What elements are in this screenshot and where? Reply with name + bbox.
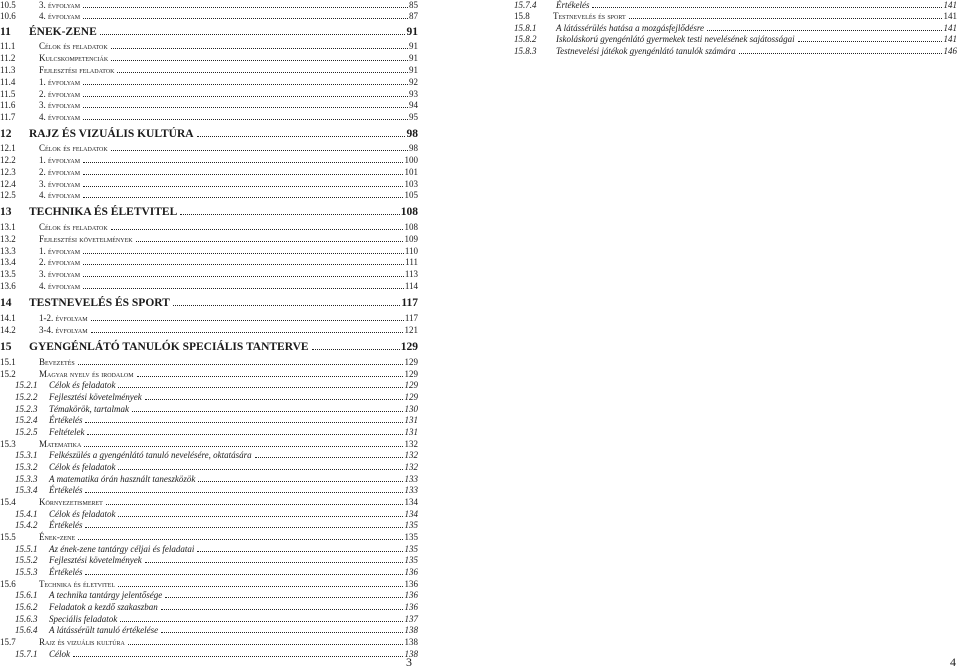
toc-entry-12-2[interactable]	[0, 155, 418, 166]
toc-page-number: 91	[409, 53, 418, 63]
toc-number: 15.2.3	[15, 404, 38, 414]
toc-number: 11.7	[0, 112, 16, 122]
dot-leader	[83, 415, 403, 426]
toc-entry-13-4[interactable]	[0, 257, 418, 268]
dot-leader	[143, 555, 403, 566]
dot-leader	[109, 53, 408, 64]
toc-title: Technika és életvitel	[39, 579, 115, 589]
toc-entry-15-6-1[interactable]	[0, 590, 418, 601]
dot-leader	[163, 590, 403, 601]
toc-entry-13-3[interactable]	[0, 246, 418, 257]
toc-entry-15-5-2[interactable]	[0, 555, 418, 566]
dot-leader	[118, 614, 403, 625]
toc-number: 15.2.2	[15, 392, 38, 402]
toc-title: Kulcskompetenciák	[39, 53, 109, 63]
toc-entry-15-7[interactable]	[0, 637, 418, 648]
toc-page-number: 105	[404, 190, 418, 200]
toc-number: 14	[0, 297, 12, 309]
toc-number: 13	[0, 206, 12, 218]
toc-number: 15.7	[0, 637, 16, 647]
toc-number: 13.1	[0, 222, 16, 232]
toc-number: 15.6.3	[15, 614, 38, 624]
toc-number: 11.3	[0, 65, 16, 75]
toc-number: 12.4	[0, 179, 16, 189]
dot-leader	[81, 100, 408, 111]
toc-entry-15-3-1[interactable]	[0, 450, 418, 461]
dot-leader	[109, 222, 403, 233]
toc-title: 1. évfolyam	[39, 77, 81, 87]
toc-number: 15	[0, 341, 12, 353]
toc-page-number: 121	[404, 325, 418, 335]
toc-page-number: 136	[404, 567, 418, 577]
toc-number: 15.7.4	[514, 0, 537, 10]
toc-page-number: 146	[943, 46, 957, 56]
toc-title: Értékelés	[49, 415, 83, 425]
toc-entry-12-5[interactable]	[0, 190, 418, 201]
dot-leader	[310, 341, 400, 353]
dot-leader	[116, 509, 403, 520]
toc-title: Fejlesztési követelmények	[49, 555, 142, 565]
toc-title: Matematika	[39, 439, 82, 449]
toc-title: 2. évfolyam	[39, 257, 81, 267]
toc-page-number: 138	[404, 649, 418, 659]
toc-title: Célok és feladatok	[39, 222, 108, 232]
toc-title: Rajz és vizuális kultúra	[39, 637, 125, 647]
toc-number: 15.5.2	[15, 555, 38, 565]
toc-title: Ének-zene	[39, 532, 76, 542]
toc-page-number: 141	[943, 11, 957, 21]
dot-leader	[76, 532, 403, 543]
toc-entry-15-6-4[interactable]	[0, 625, 418, 636]
dot-leader	[81, 89, 408, 100]
toc-number: 15.8.3	[514, 46, 537, 56]
toc-entry-15-6-2[interactable]	[0, 602, 418, 613]
toc-title: ÉNEK-ZENE	[29, 26, 97, 38]
toc-title: 1. évfolyam	[39, 246, 81, 256]
dot-leader	[98, 26, 405, 38]
toc-page-number: 100	[404, 155, 418, 165]
toc-number: 15.1	[0, 357, 16, 367]
toc-number: 13.6	[0, 281, 16, 291]
toc-page-number: 109	[404, 234, 418, 244]
toc-page-number: 110	[404, 246, 418, 256]
toc-entry-15-2-2[interactable]	[0, 392, 418, 403]
toc-entry-10-6[interactable]	[0, 11, 418, 22]
toc-title: Értékelés	[49, 485, 83, 495]
dot-leader	[590, 0, 942, 11]
toc-page-number: 117	[401, 297, 418, 309]
dot-leader	[195, 128, 405, 140]
toc-title: Célok és feladatok	[49, 462, 116, 472]
toc-title: 3. évfolyam	[39, 269, 81, 279]
toc-page-number: 98	[406, 128, 418, 140]
toc-number: 15.5.1	[15, 544, 38, 554]
dot-leader	[130, 404, 403, 415]
toc-page-number: 87	[409, 11, 418, 21]
toc-page-number: 134	[404, 509, 418, 519]
dot-leader	[737, 46, 942, 57]
dot-leader	[81, 257, 404, 268]
dot-leader	[81, 190, 403, 201]
dot-leader	[705, 23, 942, 34]
toc-title: 4. évfolyam	[39, 11, 81, 21]
toc-title: A látássérült tanuló értékelése	[49, 625, 159, 635]
toc-title: 3. évfolyam	[39, 179, 81, 189]
toc-page-number: 138	[404, 625, 418, 635]
toc-title: Értékelés	[49, 567, 83, 577]
toc-title: Fejlesztési követelmények	[39, 234, 133, 244]
toc-entry-15-2-3[interactable]	[0, 404, 418, 415]
toc-page-number: 131	[404, 415, 418, 425]
dot-leader	[253, 450, 403, 461]
toc-page-number: 136	[404, 590, 418, 600]
toc-number: 15.3.3	[15, 474, 38, 484]
toc-title: Célok és feladatok	[49, 380, 116, 390]
toc-page-number: 108	[404, 222, 418, 232]
toc-number: 15.3.4	[15, 485, 38, 495]
dot-leader	[143, 392, 403, 403]
toc-number: 12	[0, 128, 12, 140]
toc-title: 4. évfolyam	[39, 281, 81, 291]
toc-title: A matematika órán használt taneszközök	[49, 474, 196, 484]
toc-number: 15.6.1	[15, 590, 38, 600]
dot-leader	[83, 485, 403, 496]
toc-page-number: 103	[404, 179, 418, 189]
dot-leader	[109, 41, 408, 52]
toc-page-number: 108	[400, 206, 418, 218]
toc-page-number: 131	[404, 427, 418, 437]
toc-page-number: 135	[404, 520, 418, 530]
toc-entry-15-5-3[interactable]	[0, 567, 418, 578]
dot-leader	[71, 649, 403, 660]
dot-leader	[104, 497, 403, 508]
page-number-right: 4	[950, 655, 956, 669]
toc-page-number: 136	[404, 602, 418, 612]
toc-title: Fejlesztési feladatok	[39, 65, 115, 75]
toc-entry-15-2-4[interactable]	[0, 415, 418, 426]
toc-number: 15.4	[0, 497, 16, 507]
toc-entry-15[interactable]	[0, 341, 418, 353]
toc-number: 12.3	[0, 167, 16, 177]
toc-entry-11-3[interactable]	[0, 65, 418, 76]
dot-leader	[81, 269, 404, 280]
dot-leader	[81, 246, 404, 257]
toc-title: Feltételek	[49, 427, 85, 437]
toc-entry-15-6[interactable]	[0, 579, 418, 590]
toc-page-number: 92	[409, 77, 418, 87]
toc-number: 15.5	[0, 532, 16, 542]
toc-number: 13.4	[0, 257, 16, 267]
toc-entry-13-2[interactable]	[0, 234, 418, 245]
toc-page-number: 136	[404, 579, 418, 589]
toc-page-number: 85	[409, 0, 418, 10]
dot-leader	[82, 439, 403, 450]
dot-leader	[81, 11, 408, 22]
toc-title: Célok	[49, 649, 70, 659]
toc-title: RAJZ ÉS VIZUÁLIS KULTÚRA	[29, 128, 194, 140]
toc-number: 11.6	[0, 100, 16, 110]
toc-entry-15-5-1[interactable]	[0, 544, 418, 555]
toc-number: 15.6	[0, 579, 16, 589]
toc-page-number: 101	[404, 167, 418, 177]
toc-entry-13-6[interactable]	[0, 281, 418, 292]
toc-title: Értékelés	[49, 520, 83, 530]
toc-entry-12-4[interactable]	[0, 179, 418, 190]
dot-leader	[76, 357, 403, 368]
toc-title: 3. évfolyam	[39, 0, 81, 10]
toc-title: GYENGÉNLÁTÓ TANULÓK SPECIÁLIS TANTERVE	[29, 341, 309, 353]
toc-entry-15-2-5[interactable]	[0, 427, 418, 438]
dot-leader	[85, 427, 403, 438]
toc-title: 2. évfolyam	[39, 167, 81, 177]
toc-entry-10-5[interactable]	[0, 0, 418, 11]
toc-page-number: 91	[409, 65, 418, 75]
dot-leader	[126, 637, 403, 648]
dot-leader	[196, 474, 403, 485]
toc-entry-15-8-2[interactable]	[514, 34, 957, 45]
toc-entry-12-3[interactable]	[0, 167, 418, 178]
toc-title: TESTNEVELÉS ÉS SPORT	[29, 297, 170, 309]
toc-number: 10.5	[0, 0, 16, 10]
toc-page-number: 130	[404, 404, 418, 414]
toc-number: 13.3	[0, 246, 16, 256]
toc-number: 10.6	[0, 11, 16, 21]
toc-page-number: 133	[404, 474, 418, 484]
toc-page-number: 135	[404, 544, 418, 554]
toc-page-number: 114	[404, 281, 418, 291]
toc-entry-15-3[interactable]	[0, 439, 418, 450]
dot-leader	[115, 65, 408, 76]
toc-number: 11	[0, 26, 11, 38]
dot-leader	[135, 369, 403, 380]
toc-page-number: 111	[405, 257, 418, 267]
toc-number: 15.3.1	[15, 450, 38, 460]
toc-title: 4. évfolyam	[39, 112, 81, 122]
toc-page-number: 129	[404, 369, 418, 379]
dot-leader	[116, 462, 403, 473]
toc-page-number: 95	[409, 112, 418, 122]
toc-entry-15-8-3[interactable]	[514, 46, 957, 57]
toc-number: 15.2.5	[15, 427, 38, 437]
toc-entry-15-3-3[interactable]	[0, 474, 418, 485]
toc-page-number: 129	[400, 341, 418, 353]
toc-entry-13-1[interactable]	[0, 222, 418, 233]
toc-title: 2. évfolyam	[39, 89, 81, 99]
toc-number: 11.2	[0, 53, 16, 63]
toc-title: Fejlesztési követelmények	[49, 392, 142, 402]
dot-leader	[159, 602, 403, 613]
toc-number: 14.1	[0, 313, 16, 323]
toc-title: 3-4. évfolyam	[39, 325, 88, 335]
toc-number: 15.2.4	[15, 415, 38, 425]
dot-leader	[89, 325, 403, 336]
toc-title: A technika tantárgy jelentősége	[49, 590, 163, 600]
toc-number: 12.5	[0, 190, 16, 200]
toc-entry-15-5[interactable]	[0, 532, 418, 543]
toc-page-number: 132	[404, 439, 418, 449]
toc-title: 1-2. évfolyam	[39, 313, 88, 323]
toc-page-number: 135	[404, 555, 418, 565]
toc-title: Testnevelési játékok gyengénlátó tanulók számára	[556, 46, 736, 56]
toc-number: 15.8.1	[514, 23, 537, 33]
toc-entry-15-4-2[interactable]	[0, 520, 418, 531]
toc-title: Célok és feladatok	[39, 143, 108, 153]
toc-entry-11-4[interactable]	[0, 77, 418, 88]
toc-title: 1. évfolyam	[39, 155, 81, 165]
dot-leader	[134, 234, 403, 245]
toc-number: 11.4	[0, 77, 16, 87]
toc-title: Felkészülés a gyengénlátó tanuló nevelésére, oktatására	[49, 450, 252, 460]
toc-number: 11.1	[0, 41, 16, 51]
toc-title: Speciális feladatok	[49, 614, 118, 624]
toc-page-number: 134	[404, 497, 418, 507]
toc-entry-14[interactable]	[0, 297, 418, 309]
toc-entry-13[interactable]	[0, 206, 418, 218]
toc-page-number: 91	[406, 26, 418, 38]
toc-title: Testnevelés és sport	[553, 11, 626, 21]
toc-number: 15.5.3	[15, 567, 38, 577]
toc-page-number: 138	[404, 637, 418, 647]
toc-number: 12.1	[0, 143, 16, 153]
toc-number: 15.3.2	[15, 462, 38, 472]
toc-entry-15-2[interactable]	[0, 369, 418, 380]
toc-title: Magyar nyelv és irodalom	[39, 369, 134, 379]
toc-title: Az ének-zene tantárgy céljai és feladatai	[49, 544, 195, 554]
toc-page-number: 129	[404, 392, 418, 402]
dot-leader	[627, 11, 942, 22]
toc-page-number: 113	[404, 269, 418, 279]
toc-entry-15-8-1[interactable]	[514, 23, 957, 34]
dot-leader	[159, 625, 403, 636]
dot-leader	[178, 206, 400, 218]
toc-page-number: 135	[404, 532, 418, 542]
toc-number: 13.5	[0, 269, 16, 279]
toc-entry-14-2[interactable]	[0, 325, 418, 336]
toc-entry-15-4[interactable]	[0, 497, 418, 508]
toc-entry-15-7-4[interactable]	[514, 0, 957, 11]
toc-entry-15-1[interactable]	[0, 357, 418, 368]
toc-number: 15.6.2	[15, 602, 38, 612]
dot-leader	[81, 77, 408, 88]
toc-entry-15-7-1[interactable]	[0, 649, 418, 660]
toc-number: 15.2.1	[15, 380, 38, 390]
toc-number: 14.2	[0, 325, 16, 335]
dot-leader	[116, 579, 403, 590]
toc-page-number: 129	[404, 357, 418, 367]
toc-title: Környezetismeret	[39, 497, 103, 507]
toc-number: 15.4.2	[15, 520, 38, 530]
toc-page-number: 117	[404, 313, 418, 323]
toc-number: 15.6.4	[15, 625, 38, 635]
toc-entry-15-3-4[interactable]	[0, 485, 418, 496]
toc-entry-12-1[interactable]	[0, 143, 418, 154]
toc-title: Témakörök, tartalmak	[49, 404, 129, 414]
toc-title: 4. évfolyam	[39, 190, 81, 200]
toc-page-number: 141	[943, 0, 957, 10]
dot-leader	[109, 143, 408, 154]
toc-title: Feladatok a kezdő szakaszban	[49, 602, 158, 612]
toc-page-number: 132	[404, 450, 418, 460]
toc-title: Bevezetés	[39, 357, 75, 367]
dot-leader	[81, 0, 408, 11]
dot-leader	[89, 313, 404, 324]
toc-number: 12.2	[0, 155, 16, 165]
toc-title: Iskoláskorú gyengénlátó gyermekek testi nevelésének sajátosságai	[556, 34, 795, 44]
toc-entry-11[interactable]	[0, 26, 418, 38]
dot-leader	[81, 281, 404, 292]
dot-leader	[796, 34, 942, 45]
toc-title: A látássérülés hatása a mozgásfejlődésre	[556, 23, 704, 33]
toc-number: 11.5	[0, 89, 16, 99]
toc-entry-15-4-1[interactable]	[0, 509, 418, 520]
dot-leader	[81, 155, 403, 166]
toc-number: 15.7.1	[15, 649, 38, 659]
dot-leader	[116, 380, 403, 391]
toc-page-number: 137	[404, 614, 418, 624]
toc-page-number: 98	[409, 143, 418, 153]
toc-entry-14-1[interactable]	[0, 313, 418, 324]
page-number-left: 3	[406, 655, 412, 669]
toc-number: 15.3	[0, 439, 16, 449]
toc-entry-15-8[interactable]	[514, 11, 957, 22]
toc-entry-11-2[interactable]	[0, 53, 418, 64]
toc-title: TECHNIKA ÉS ÉLETVITEL	[29, 206, 178, 218]
toc-entry-15-6-3[interactable]	[0, 614, 418, 625]
toc-title: Célok és feladatok	[39, 41, 108, 51]
toc-number: 15.4.1	[15, 509, 38, 519]
toc-number: 15.2	[0, 369, 16, 379]
dot-leader	[83, 567, 403, 578]
toc-page-number: 141	[943, 34, 957, 44]
toc-page-number: 129	[404, 380, 418, 390]
toc-page-number: 93	[409, 89, 418, 99]
toc-number: 13.2	[0, 234, 16, 244]
toc-entry-13-5[interactable]	[0, 269, 418, 280]
toc-entry-11-1[interactable]	[0, 41, 418, 52]
dot-leader	[81, 179, 403, 190]
dot-leader	[81, 167, 403, 178]
toc-entry-15-3-2[interactable]	[0, 462, 418, 473]
toc-page-number: 91	[409, 41, 418, 51]
dot-leader	[83, 520, 403, 531]
toc-page-number: 141	[943, 23, 957, 33]
toc-page-number: 133	[404, 485, 418, 495]
dot-leader	[195, 544, 403, 555]
dot-leader	[171, 297, 400, 309]
dot-leader	[81, 112, 408, 123]
toc-entry-11-6[interactable]	[0, 100, 418, 111]
toc-entry-15-2-1[interactable]	[0, 380, 418, 391]
toc-title: Célok és feladatok	[49, 509, 116, 519]
toc-page-number: 94	[409, 100, 418, 110]
toc-title: 3. évfolyam	[39, 100, 81, 110]
toc-entry-11-7[interactable]	[0, 112, 418, 123]
toc-number: 15.8	[514, 11, 530, 21]
toc-page-number: 132	[404, 462, 418, 472]
toc-title: Értékelés	[556, 0, 590, 10]
toc-number: 15.8.2	[514, 34, 537, 44]
toc-entry-12[interactable]	[0, 128, 418, 140]
toc-entry-11-5[interactable]	[0, 89, 418, 100]
